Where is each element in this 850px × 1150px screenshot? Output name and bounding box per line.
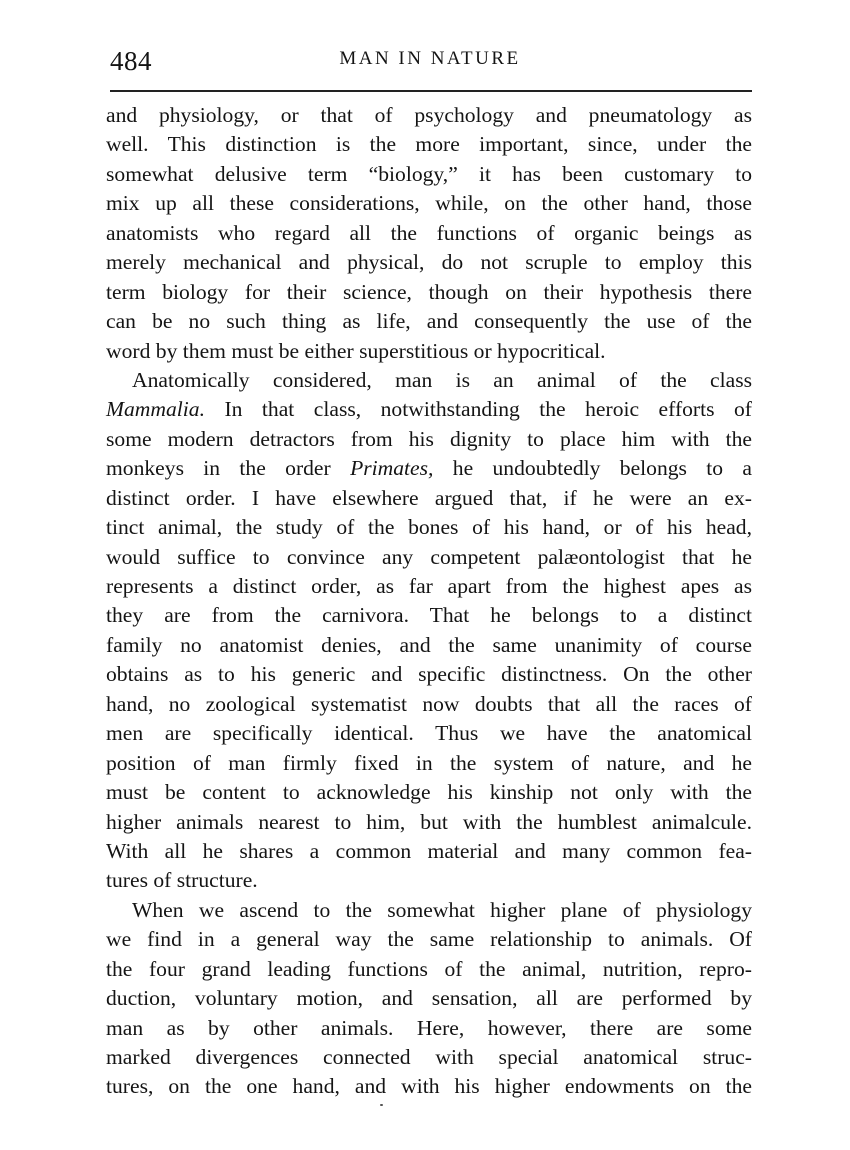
- text-line: somewhat delusive term “biology,” it has been customary to: [106, 161, 752, 186]
- body-text: [106, 101, 752, 1102]
- text-line: merely mechanical and physical, do not scruple to employ this: [106, 250, 752, 275]
- text-line: position of man firmly fixed in the system of nature, and he: [106, 750, 752, 775]
- text-line: we find in a general way the same relationship to animals. Of: [106, 927, 752, 952]
- text-line: obtains as to his generic and specific distinctness. On the other: [106, 662, 752, 687]
- text-line: the four grand leading functions of the animal, nutrition, repro-: [106, 956, 752, 981]
- text-line: tinct animal, the study of the bones of his hand, or of his head,: [106, 515, 752, 540]
- text-line: distinct order. I have elsewhere argued that, if he were an ex-: [106, 485, 752, 510]
- italic-term: Primates,: [350, 456, 434, 481]
- text-line: man as by other animals. Here, however, there are some: [106, 1015, 752, 1040]
- text-line: With all he shares a common material and many common fea-: [106, 838, 752, 863]
- print-speck: [380, 1104, 383, 1106]
- text-line: higher animals nearest to him, but with the humblest animalcule.: [106, 809, 752, 834]
- text-line: family no anatomist denies, and the same unanimity of course: [106, 632, 752, 657]
- text-line: marked divergences connected with special anatomical struc-: [106, 1045, 752, 1069]
- text-line: well. This distinction is the more important, since, under the: [106, 132, 752, 157]
- text-run: In that class, notwithstanding the heroic efforts of: [224, 397, 752, 422]
- text-line: they are from the carnivora. That he belongs to a distinct: [106, 603, 752, 628]
- text-line: must be content to acknowledge his kinship not only with the: [106, 780, 752, 805]
- text-line: term biology for their science, though on their hypothesis there: [106, 279, 752, 304]
- text-line: would suffice to convince any competent palæontologist that he: [106, 544, 752, 569]
- italic-term: Mammalia.: [106, 397, 205, 422]
- text-line: tures, on the one hand, and with his higher endowments on the: [106, 1074, 752, 1099]
- text-line: [106, 454, 752, 483]
- text-run: monkeys in the order: [106, 456, 331, 481]
- text-line: men are specifically identical. Thus we have the anatomical: [106, 721, 752, 746]
- text-line: mix up all these considerations, while, on the other hand, those: [106, 191, 752, 216]
- text-line: When we ascend to the somewhat higher plane of physiology: [132, 897, 752, 922]
- running-title: MAN IN NATURE: [339, 48, 521, 69]
- running-head: [110, 44, 750, 80]
- header-rule: [110, 90, 752, 92]
- text-line: duction, voluntary motion, and sensation, all are performed by: [106, 986, 752, 1011]
- text-line: represents a distinct order, as far apart from the highest apes as: [106, 574, 752, 598]
- paragraph-1: [106, 101, 752, 366]
- paragraph-2: [106, 366, 752, 896]
- text-line: tures of structure.: [106, 868, 258, 893]
- text-line: and physiology, or that of psychology and pneumatology as: [106, 103, 752, 127]
- text-line: some modern detractors from his dignity to place him with the: [106, 426, 752, 451]
- text-run: he undoubtedly belongs to a: [452, 456, 753, 481]
- text-line: Anatomically considered, man is an animal of the class: [132, 367, 752, 392]
- paragraph-3: [106, 896, 752, 1102]
- text-line: anatomists who regard all the functions of organic beings as: [106, 220, 752, 245]
- page-number: 484: [110, 46, 152, 76]
- text-line: [106, 395, 752, 424]
- text-line: hand, no zoological systematist now doubts that all the races of: [106, 691, 752, 716]
- text-line: word by them must be either superstitious or hypocritical.: [106, 338, 606, 363]
- text-line: can be no such thing as life, and consequently the use of the: [106, 309, 752, 334]
